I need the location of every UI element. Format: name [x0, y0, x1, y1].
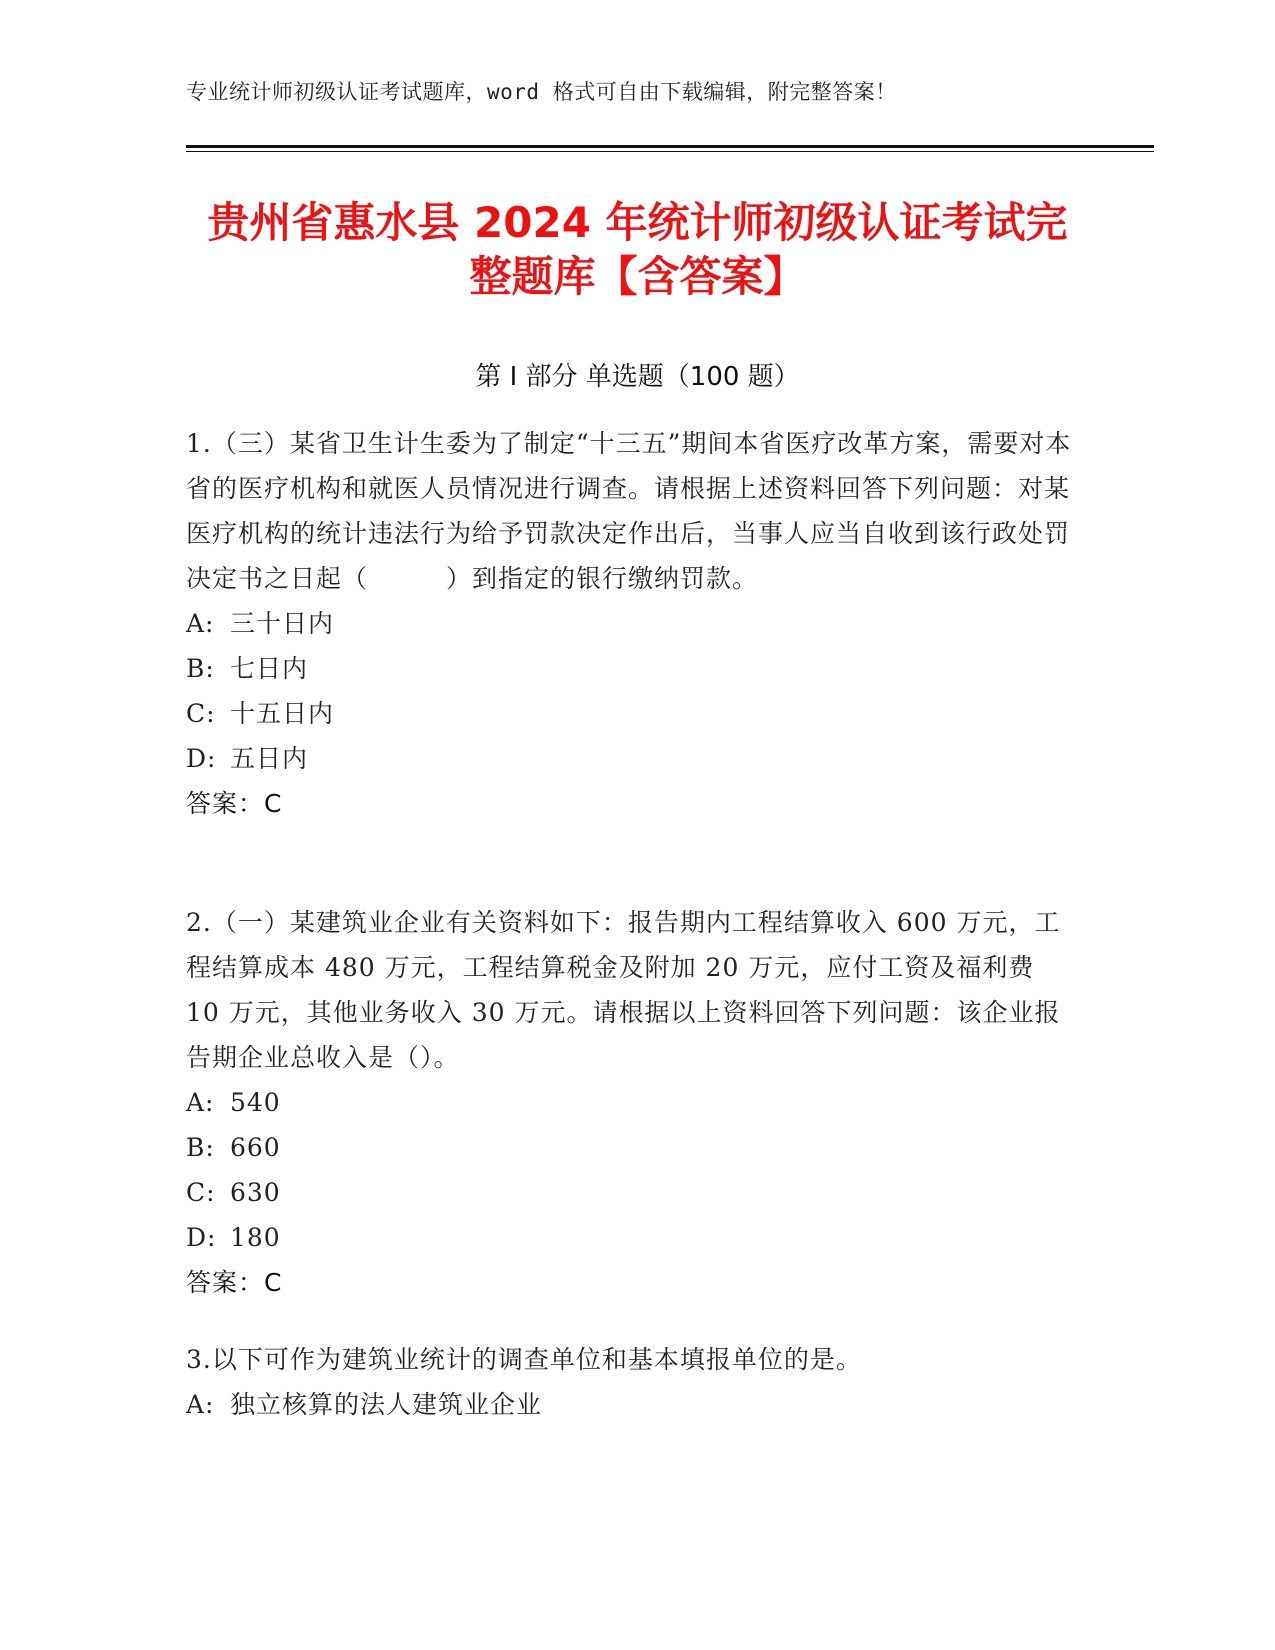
option-text: 七日内 [230, 654, 309, 683]
question-3-stem: 3.以下可作为建筑业统计的调查单位和基本填报单位的是。 [186, 1345, 862, 1374]
option-text: 660 [230, 1133, 281, 1162]
section-heading: 第 I 部分 单选题（100 题） [475, 362, 800, 392]
question-2-option-a [186, 1080, 1076, 1125]
option-label: C: [186, 1178, 216, 1207]
option-label: C: [186, 699, 216, 728]
question-1-stem: 1.（三）某省卫生计生委为了制定“十三五”期间本省医疗改革方案，需要对本省的医疗机构和就医人员情况进行调查。请根据上述资料回答下列问题：对某医疗机构的统计违法行为给予罚款决定作出后，当事人应当自收到该行政处罚决定书之日起（ ）到指定的银行缴纳罚款。 [186, 429, 1072, 593]
question-1-option-a [186, 601, 1076, 646]
document-title [150, 196, 1125, 304]
option-text: 180 [230, 1223, 281, 1252]
question-2-stem: 2.（一）某建筑业企业有关资料如下：报告期内工程结算收入 600 万元，工程结算成本 480 万元，工程结算税金及附加 20 万元，应付工资及福利费 10 万元，其他业务收入 30 万元。请根据以上资料回答下列问题：该企业报告期企业总收入是（）。 [186, 908, 1061, 1072]
document-title-line-1: 贵州省惠水县 2024 年统计师初级认证考试完 [207, 198, 1068, 247]
question-1-option-d [186, 736, 1076, 781]
option-text: 五日内 [230, 744, 309, 773]
option-label: D: [186, 1223, 217, 1252]
question-1-option-c [186, 691, 1076, 736]
question-3-option-a [186, 1382, 1076, 1427]
option-text: 三十日内 [230, 609, 335, 638]
question-2 [186, 900, 1076, 1305]
question-1-answer: 答案：C [186, 789, 283, 818]
option-label: A: [186, 1390, 215, 1419]
option-text: 十五日内 [230, 699, 335, 728]
header-rule-thick [186, 145, 1154, 148]
option-label: B: [186, 1133, 215, 1162]
option-text: 630 [230, 1178, 281, 1207]
option-label: D: [186, 744, 217, 773]
question-1 [186, 421, 1076, 826]
option-label: A: [186, 1088, 215, 1117]
option-label: B: [186, 654, 215, 683]
question-2-option-b [186, 1125, 1076, 1170]
question-2-option-d [186, 1215, 1076, 1260]
question-2-option-c [186, 1170, 1076, 1215]
option-label: A: [186, 609, 215, 638]
question-3 [186, 1337, 1076, 1427]
option-text: 540 [230, 1088, 281, 1117]
header-rule-thin [186, 151, 1154, 152]
header-note: 专业统计师初级认证考试题库，word 格式可自由下载编辑，附完整答案！ [186, 80, 897, 104]
option-text: 独立核算的法人建筑业企业 [230, 1390, 543, 1419]
question-1-option-b [186, 646, 1076, 691]
document-title-line-2: 整题库【含答案】 [469, 252, 806, 301]
question-2-answer: 答案：C [186, 1268, 283, 1297]
